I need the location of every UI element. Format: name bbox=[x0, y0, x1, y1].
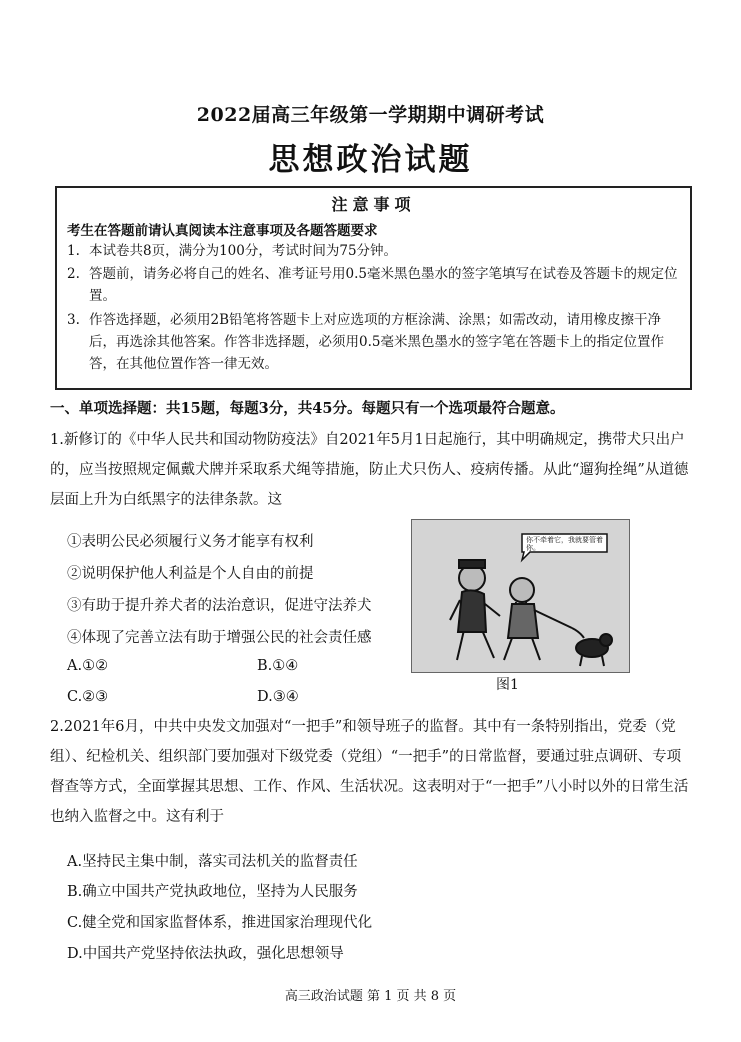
q2-option-d: D.中国共产党坚持依法执政，强化思想领导 bbox=[67, 946, 344, 962]
q1-option-b: B.①④ bbox=[257, 658, 299, 674]
figure-caption: 图1 bbox=[496, 677, 519, 693]
question-1-stem: 1.新修订的《中华人民共和国动物防疫法》自2021年5月1日起施行，其中明确规定，携带犬只出户的，应当按照规定佩戴犬牌并采取系犬绳等措施，防止犬只伤人、疫病传播。从此“遛狗拴绳”从道德层面上升为白纸黑字的法律条款。这 bbox=[50, 432, 689, 508]
subject-title: 思想政治试题 bbox=[268, 142, 473, 178]
notice-item bbox=[67, 240, 679, 262]
notice-intro: 考生在答题前请认真阅读本注意事项及各题答题要求 bbox=[67, 223, 378, 239]
statement-2: ②说明保护他人利益是个人自由的前提 bbox=[67, 566, 314, 582]
speech-bubble-text: 你不牵着它，我就要管着你。 bbox=[526, 536, 603, 552]
notice-box bbox=[55, 186, 692, 390]
statement-1: ①表明公民必须履行义务才能享有权利 bbox=[67, 534, 314, 550]
q1-option-c: C.②③ bbox=[67, 689, 109, 705]
notice-heading: 注意事项 bbox=[331, 195, 416, 214]
notice-item-number: 3. bbox=[67, 312, 80, 328]
notice-item bbox=[67, 263, 687, 307]
notice-item bbox=[67, 309, 687, 375]
exam-title: 2022届高三年级第一学期期中调研考试 bbox=[196, 104, 545, 126]
statement-4: ④体现了完善立法有助于增强公民的社会责任感 bbox=[67, 630, 372, 646]
page-footer: 高三政治试题 第 1 页 共 8 页 bbox=[284, 989, 457, 1004]
question-2-stem: 2.2021年6月，中共中央发文加强对“一把手”和领导班子的监督。其中有一条特别指出，党委（党组）、纪检机关、组织部门要加强对下级党委（党组）“一把手”的日常监督，要通过驻点调研、专项督查等方式，全面掌握其思想、工作、作风、生活状况。这表明对于“一把手”八小时以外的日常生活也纳入监督之中。这有利于 bbox=[50, 719, 689, 825]
notice-item-number: 1. bbox=[67, 243, 80, 259]
q2-option-a: A.坚持民主集中制，落实司法机关的监督责任 bbox=[67, 854, 358, 870]
notice-item-text: 答题前，请务必将自己的姓名、准考证号用0.5毫米黑色墨水的签字笔填写在试卷及答题卡的规定位置。 bbox=[89, 266, 678, 304]
cartoon-figure bbox=[411, 519, 630, 673]
q2-option-c: C.健全党和国家监督体系，推进国家治理现代化 bbox=[67, 915, 373, 931]
q1-option-a: A.①② bbox=[67, 658, 109, 674]
statement-3: ③有助于提升养犬者的法治意识，促进守法养犬 bbox=[67, 598, 372, 614]
section-heading: 一、单项选择题：共15题，每题3分，共45分。每题只有一个选项最符合题意。 bbox=[50, 400, 565, 417]
q2-option-b: B.确立中国共产党执政地位，坚持为人民服务 bbox=[67, 884, 358, 900]
notice-item-text: 本试卷共8页，满分为100分，考试时间为75分钟。 bbox=[89, 243, 398, 259]
notice-item-number: 2. bbox=[67, 266, 80, 282]
notice-item-text: 作答选择题，必须用2B铅笔将答题卡上对应选项的方框涂满、涂黑；如需改动，请用橡皮擦干净后，再选涂其他答案。作答非选择题，必须用0.5毫米黑色墨水的签字笔在答题卡上的指定位置作答，在其他位置作答一律无效。 bbox=[89, 312, 664, 372]
q1-option-d: D.③④ bbox=[257, 689, 299, 705]
